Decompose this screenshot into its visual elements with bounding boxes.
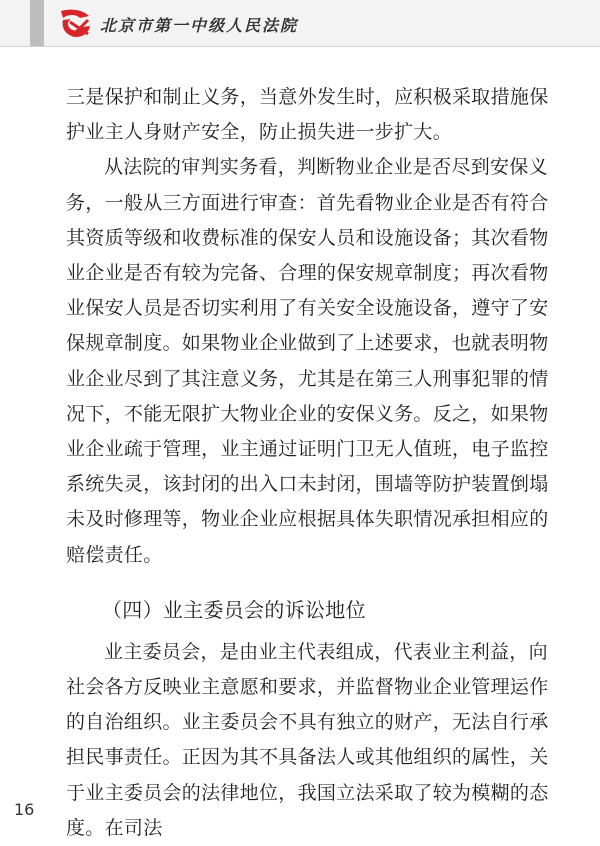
page-number: 16 (14, 800, 35, 819)
section-heading: （四）业主委员会的诉讼地位 (102, 597, 366, 622)
paragraph: 三是保护和制止义务，当意外发生时，应积极采取措施保护业主人身财产安全，防止损失进一步扩大。 (66, 86, 549, 144)
header-accent-bar (30, 0, 44, 46)
page-header (0, 0, 600, 47)
document-body (66, 80, 562, 846)
paragraph: 业主委员会，是由业主代表组成，代表业主利益，向社会各方反映业主意愿和要求，并监督物业企业管理运作的自治组织。业主委员会不具有独立的财产，无法自行承担民事责任。正因为其不具备法人或其他组织的属性，关于业主委员会的法律地位，我国立法采取了较为模糊的态度。在司法 (66, 640, 549, 839)
court-name: 北京市第一中级人民法院 (100, 16, 299, 35)
paragraph: 从法院的审判实务看，判断物业企业是否尽到安保义务，一般从三方面进行审查：首先看物业企业是否有符合其资质等级和收费标准的保安人员和设施设备；其次看物业企业是否有较为完备、合理的保安规章制度；再次看物业保安人员是否切实利用了有关安全设施设备，遵守了安保规章制度。如果物业企业做到了上述要求，也就表明物业企业尽到了其注意义务，尤其是在第三人刑事犯罪的情况下，不能无限扩大物业企业的安保义务。反之，如果物业企业疏于管理，业主通过证明门卫无人值班，电子监控系统失灵，该封闭的出入口未封闭，围墙等防护装置倒塌未及时修理等，物业企业应根据具体失职情况承担相应的赔偿责任。 (66, 156, 549, 566)
court-logo-icon (58, 6, 92, 40)
